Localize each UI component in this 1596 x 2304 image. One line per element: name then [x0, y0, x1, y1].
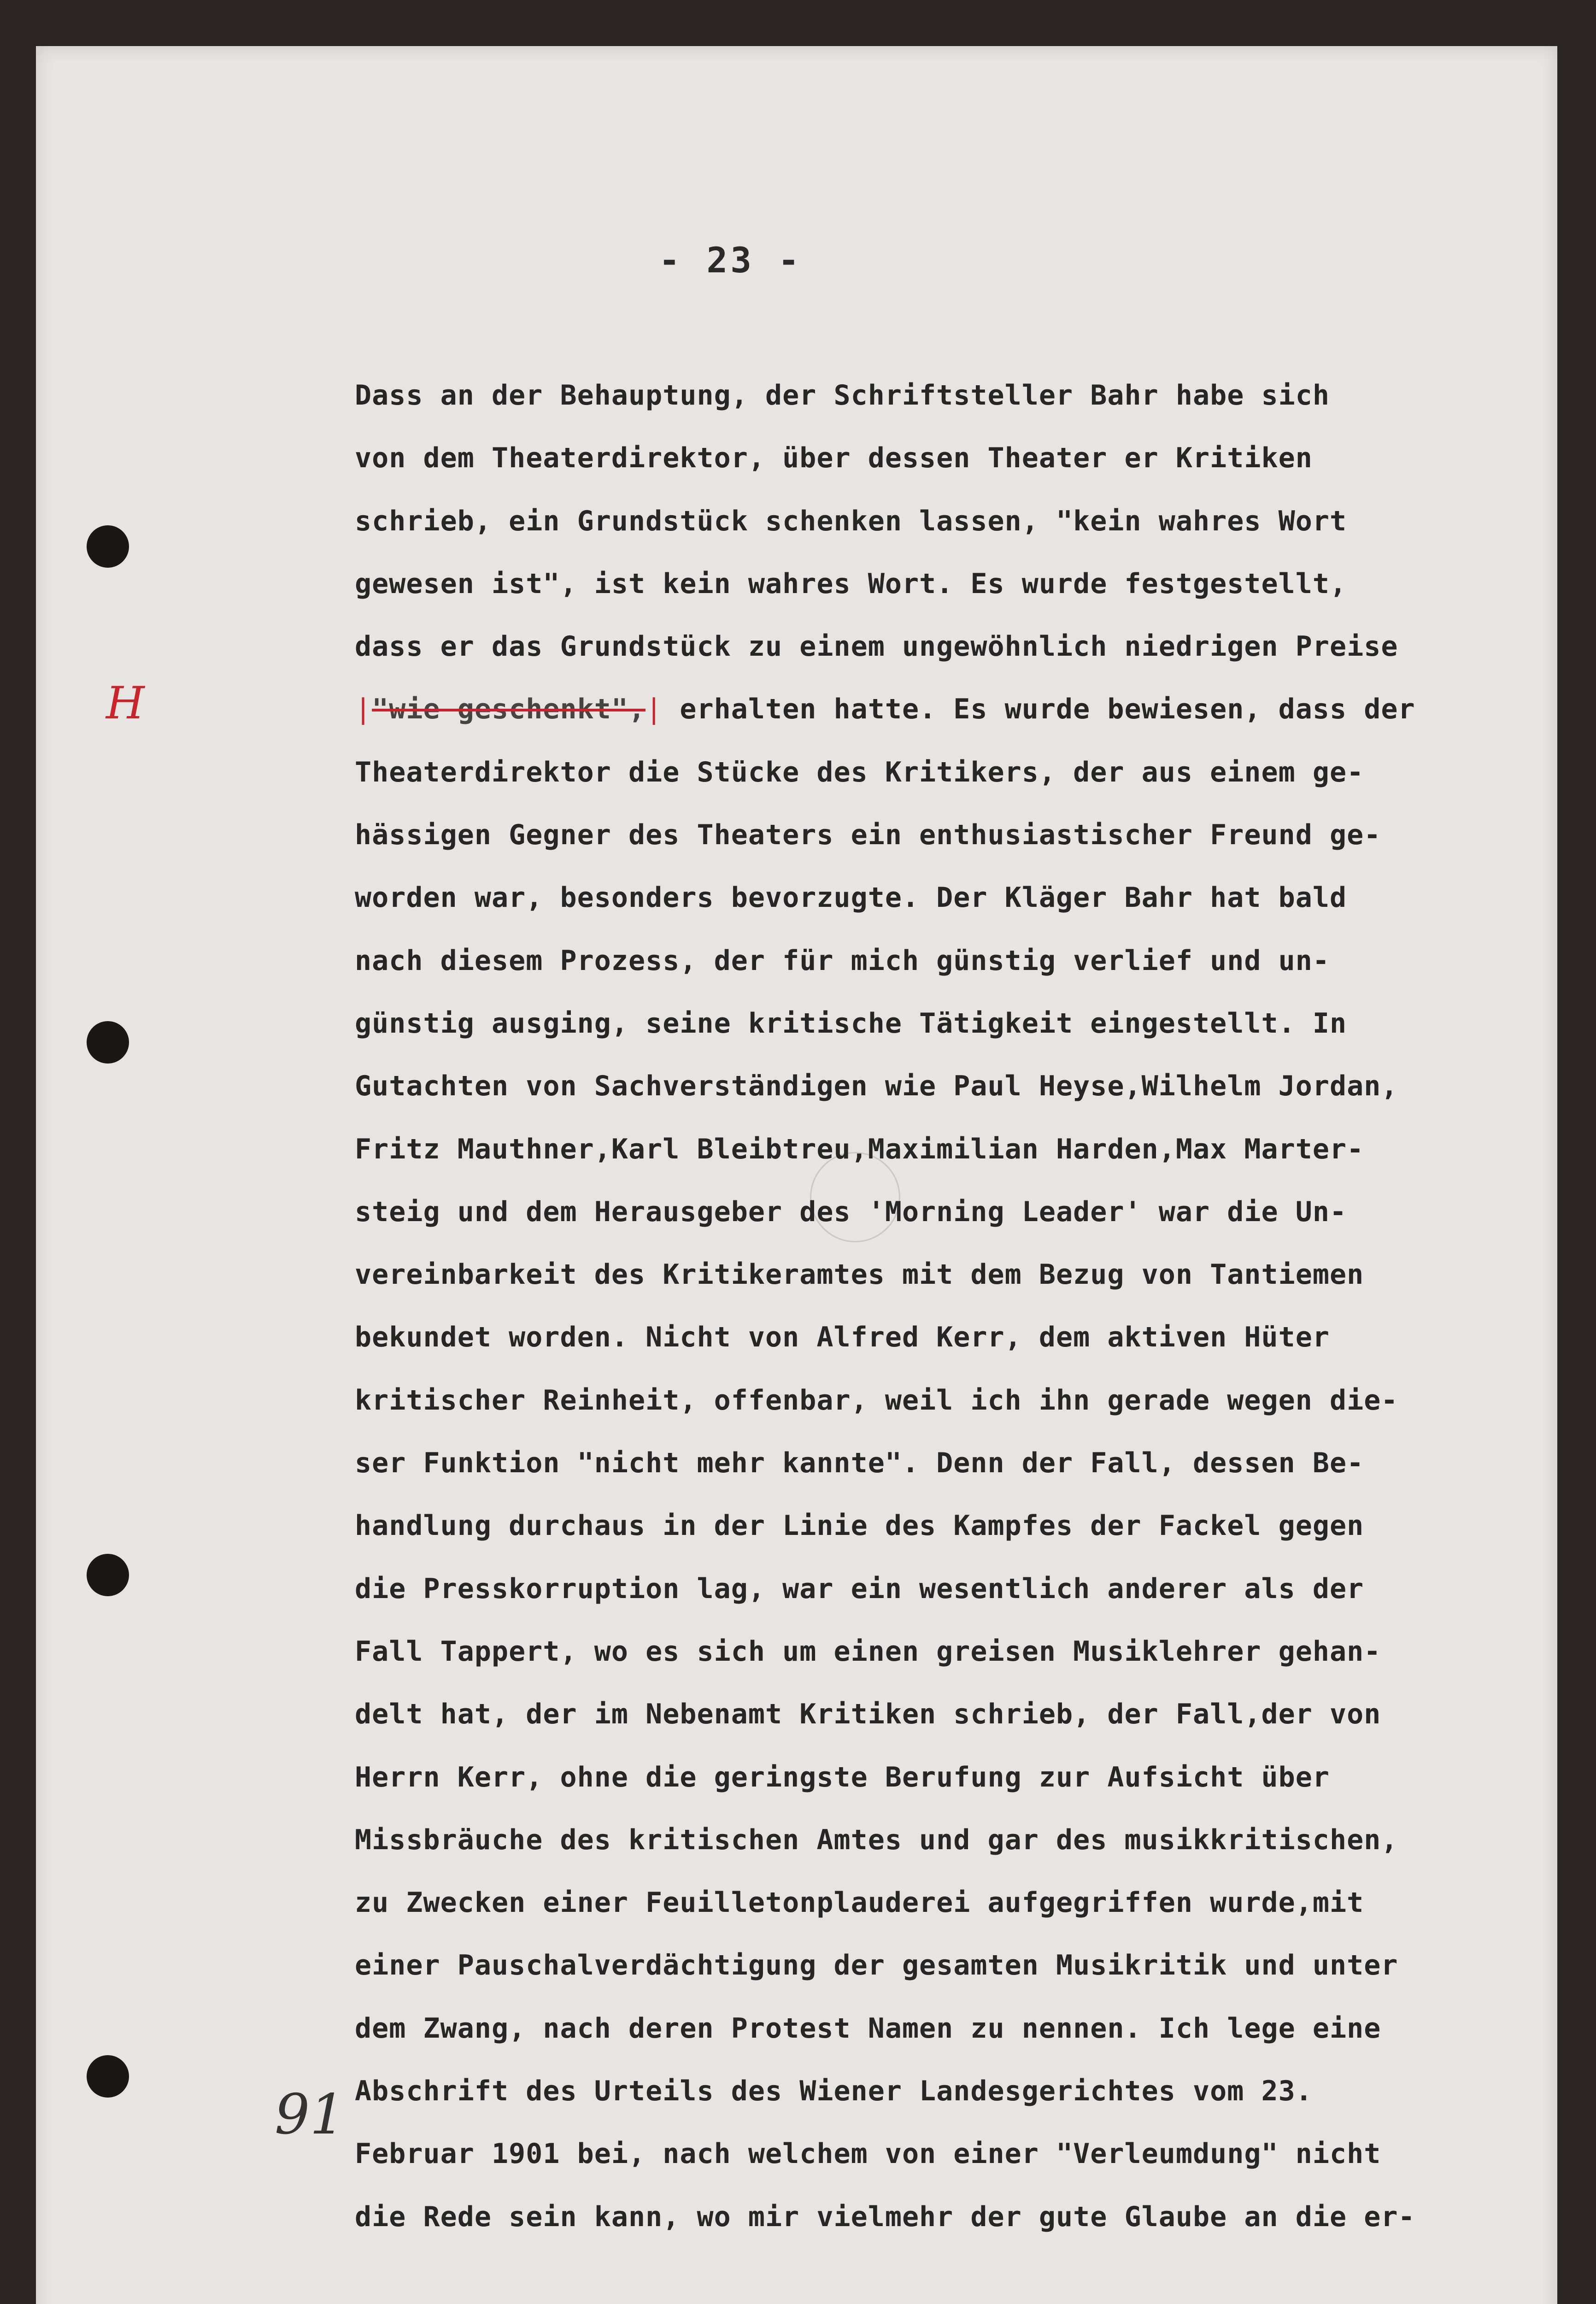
correction-mark: |	[355, 693, 372, 726]
text-line	[355, 615, 1488, 678]
line-text: günstig ausging, seine kritische Tätigkeit eingestellt. In	[355, 1007, 1347, 1040]
text-line	[355, 1809, 1488, 1871]
text-line	[355, 929, 1488, 992]
line-text: Abschrift des Urteils des Wiener Landesgerichtes vom 23.	[355, 2075, 1313, 2108]
text-line	[355, 1432, 1488, 1494]
line-text: die Presskorruption lag, war ein wesentlich anderer als der	[355, 1572, 1364, 1605]
line-text: gewesen ist", ist kein wahres Wort. Es wurde festgestellt,	[355, 567, 1347, 600]
struck-through-text: "wie geschenkt",	[372, 693, 646, 726]
line-text: kritischer Reinheit, offenbar, weil ich ihn gerade wegen die-	[355, 1384, 1398, 1416]
line-text: Fritz Mauthner,Karl Bleibtreu,Maximilian Harden,Max Marter-	[355, 1133, 1364, 1165]
line-text: Herrn Kerr, ohne die geringste Berufung zur Aufsicht über	[355, 1761, 1330, 1793]
text-line	[355, 2060, 1488, 2122]
text-line	[355, 1243, 1488, 1306]
line-text: bekundet worden. Nicht von Alfred Kerr, dem aktiven Hüter	[355, 1321, 1330, 1354]
text-line	[355, 490, 1488, 552]
text-line	[355, 1181, 1488, 1243]
line-text: einer Pauschalverdächtigung der gesamten Musikritik und unter	[355, 1949, 1398, 1982]
text-line	[355, 1871, 1488, 1934]
text-line	[355, 741, 1488, 804]
line-text: von dem Theaterdirektor, über dessen Theater er Kritiken	[355, 442, 1313, 475]
line-text: worden war, besonders bevorzugte. Der Kläger Bahr hat bald	[355, 882, 1347, 914]
text-line	[355, 364, 1488, 427]
margin-annotation: H	[106, 677, 145, 729]
line-text: schrieb, ein Grundstück schenken lassen, "kein wahres Wort	[355, 505, 1347, 537]
text-line	[355, 1369, 1488, 1432]
line-text: ser Funktion "nicht mehr kannte". Denn der Fall, dessen Be-	[355, 1447, 1364, 1480]
text-line	[355, 1934, 1488, 1997]
line-text: zu Zwecken einer Feuilletonplauderei aufgegriffen wurde,mit	[355, 1887, 1364, 1919]
correction-mark: |	[645, 693, 663, 726]
text-line	[355, 2186, 1488, 2248]
line-text: hässigen Gegner des Theaters ein enthusiastischer Freund ge-	[355, 819, 1381, 852]
line-text: nach diesem Prozess, der für mich günstig verlief und un-	[355, 944, 1330, 977]
line-text: Missbräuche des kritischen Amtes und gar des musikkritischen,	[355, 1823, 1398, 1856]
punch-hole	[87, 525, 129, 568]
text-line	[355, 1746, 1488, 1809]
text-line	[355, 866, 1488, 929]
line-text: delt hat, der im Nebenamt Kritiken schrieb, der Fall,der von	[355, 1698, 1381, 1731]
line-text: Gutachten von Sachverständigen wie Paul Heyse,Wilhelm Jordan,	[355, 1070, 1398, 1103]
text-line	[355, 427, 1488, 489]
punch-hole	[87, 2055, 129, 2098]
text-line	[355, 1997, 1488, 2060]
body-text	[355, 364, 1488, 2248]
text-line	[355, 678, 1488, 741]
text-line	[355, 804, 1488, 866]
line-text: vereinbarkeit des Kritikeramtes mit dem Bezug von Tantiemen	[355, 1258, 1364, 1291]
line-text: Februar 1901 bei, nach welchem von einer "Verleumdung" nicht	[355, 2138, 1381, 2170]
text-line	[355, 552, 1488, 615]
page-number: - 23 -	[659, 240, 802, 281]
text-line	[355, 1118, 1488, 1181]
line-text: erhalten hatte. Es wurde bewiesen, dass der	[663, 693, 1415, 726]
line-text: Fall Tappert, wo es sich um einen greisen Musiklehrer gehan-	[355, 1635, 1381, 1668]
text-line	[355, 1055, 1488, 1117]
line-text: dem Zwang, nach deren Protest Namen zu nennen. Ich lege eine	[355, 2012, 1381, 2045]
text-line	[355, 1558, 1488, 1620]
text-line	[355, 2122, 1488, 2185]
text-line	[355, 1494, 1488, 1557]
text-line	[355, 1306, 1488, 1369]
line-text: dass er das Grundstück zu einem ungewöhnlich niedrigen Preise	[355, 630, 1398, 663]
line-text: steig und dem Herausgeber des 'Morning Leader' war die Un-	[355, 1195, 1347, 1228]
text-line	[355, 1683, 1488, 1746]
punch-hole	[87, 1554, 129, 1596]
line-text: Theaterdirektor die Stücke des Kritikers, der aus einem ge-	[355, 756, 1364, 788]
line-text: handlung durchaus in der Linie des Kampfes der Fackel gegen	[355, 1510, 1364, 1542]
line-text: die Rede sein kann, wo mir vielmehr der gute Glaube an die er-	[355, 2200, 1415, 2233]
text-line	[355, 1620, 1488, 1683]
folio-number: 91	[275, 2083, 345, 2147]
line-text: Dass an der Behauptung, der Schriftsteller Bahr habe sich	[355, 379, 1330, 411]
text-line	[355, 992, 1488, 1055]
punch-hole	[87, 1021, 129, 1064]
